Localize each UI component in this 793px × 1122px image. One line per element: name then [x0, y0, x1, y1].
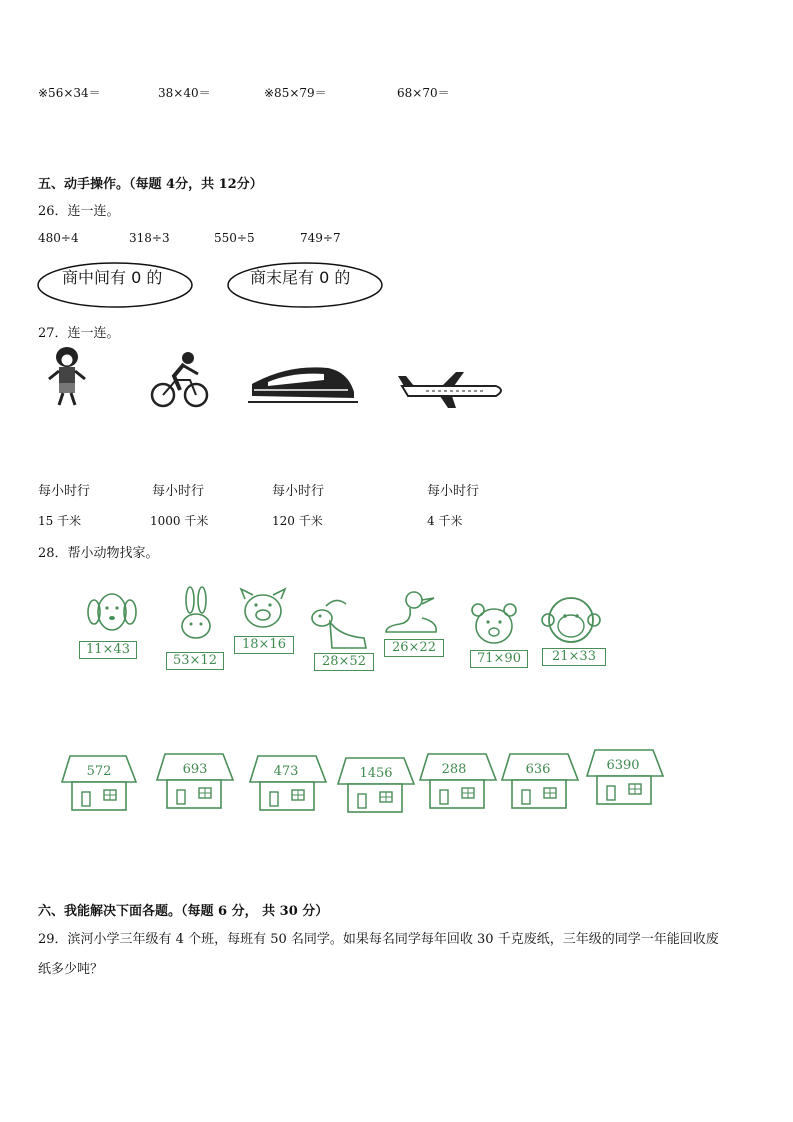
cyclist-icon: [150, 350, 210, 412]
section5-title: 五、动手操作。（每题 4分，共 12分）: [38, 177, 263, 192]
speed-prefix-3: 每小时行: [272, 484, 325, 499]
speed-value-3: 120 千米: [272, 514, 323, 528]
q29-text-line2: 纸多少吨？: [38, 962, 104, 977]
house-1: [60, 754, 138, 816]
q28-label: 28．帮小动物找家。: [38, 546, 159, 561]
speed-value-4: 4 千米: [427, 514, 463, 528]
house-7: [585, 748, 665, 812]
house-number-1: 572: [86, 764, 112, 779]
speed-prefix-1: 每小时行: [38, 484, 91, 499]
calc-item-3: ※85×79＝: [264, 86, 327, 100]
animal-card-3: 18×16: [234, 636, 294, 654]
animal-card-4: 28×52: [314, 653, 374, 671]
train-icon: [248, 362, 358, 408]
airplane-icon: [396, 370, 508, 410]
speed-value-2: 1000 千米: [150, 514, 209, 528]
q26-label: 26．连一连。: [38, 204, 120, 219]
house-3: [248, 754, 328, 818]
q26-expr-4: 749÷7: [300, 231, 341, 245]
speed-prefix-4: 每小时行: [427, 484, 480, 499]
animal-card-6: 71×90: [470, 650, 528, 668]
house-number-7: 6390: [606, 758, 640, 773]
oval-label-1: 商中间有 0 的: [62, 268, 163, 287]
q27-label: 27．连一连。: [38, 326, 120, 341]
house-number-6: 636: [525, 762, 551, 777]
calc-item-2: 38×40＝: [158, 86, 211, 100]
house-number-2: 693: [182, 762, 208, 777]
speed-value-1: 15 千米: [38, 514, 82, 528]
house-4: [336, 756, 416, 820]
animal-card-2: 53×12: [166, 652, 224, 670]
animal-card-7: 21×33: [542, 648, 606, 666]
house-number-4: 1456: [359, 766, 393, 781]
house-number-5: 288: [441, 762, 467, 777]
calc-item-4: 68×70＝: [397, 86, 450, 100]
person-walking-icon: [44, 345, 90, 409]
q29-text-line1: 29．滨河小学三年级有 4 个班，每班有 50 名同学。如果每名同学每年回收 30 千克废纸，三年级的同学一年能回收废: [38, 932, 719, 947]
animal-card-1: 11×43: [79, 641, 137, 659]
house-2: [155, 752, 235, 816]
rabbit-icon: [172, 586, 222, 648]
house-number-3: 473: [273, 764, 299, 779]
dog-icon: [84, 590, 140, 638]
house-5: [418, 752, 498, 816]
speed-prefix-2: 每小时行: [152, 484, 205, 499]
monkey-icon: [540, 592, 602, 648]
goat-icon: [306, 596, 372, 652]
section6-title: 六、我能解决下面各题。（每题 6 分， 共 30 分）: [38, 904, 329, 919]
animal-card-5: 26×22: [384, 639, 444, 657]
q26-expr-2: 318÷3: [129, 231, 170, 245]
bear-icon: [468, 600, 520, 648]
oval-label-2: 商末尾有 0 的: [250, 268, 351, 287]
q26-expr-1: 480÷4: [38, 231, 79, 245]
q26-expr-3: 550÷5: [214, 231, 255, 245]
pig-icon: [235, 587, 291, 633]
calc-item-1: ※56×34＝: [38, 86, 101, 100]
house-6: [500, 752, 580, 816]
duck-icon: [382, 588, 446, 640]
